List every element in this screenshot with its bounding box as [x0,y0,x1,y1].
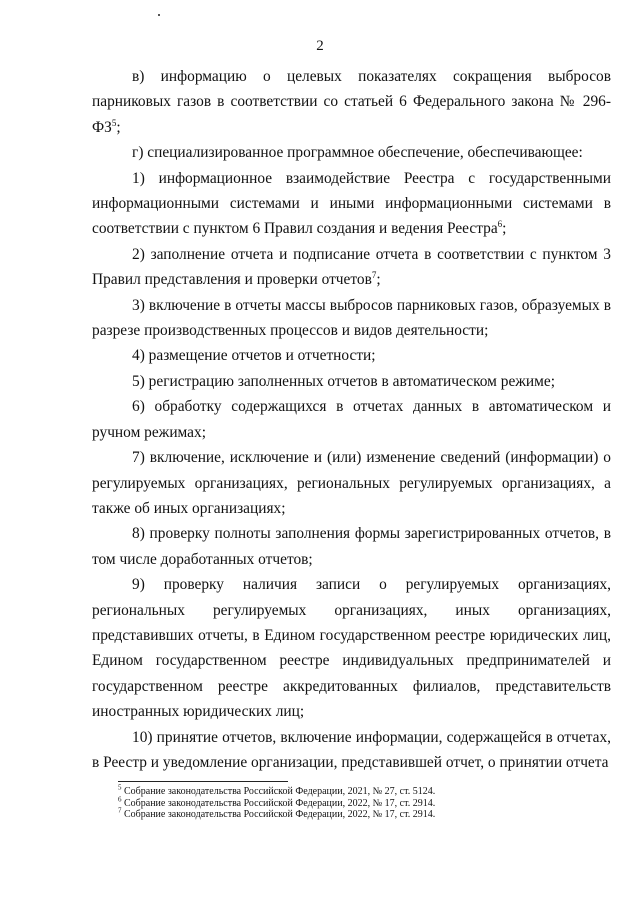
footnote-ref-5: 5 [111,117,117,128]
list-item-7: 7) включение, исключение и (или) изменение сведений (информации) о регулируемых организациях, региональных регулируемых организациях, а также об иных организациях; [92,449,611,517]
list-item-5: 5) регистрацию заполненных отчетов в автоматическом режиме; [132,372,555,390]
list-item-10: 10) принятие отчетов, включение информации, содержащейся в отчетах, в Реестр и уведомление организации, представившей отчет, о принятии отчета [92,728,611,771]
footnote-5: $^5$ Собрание законодательства Российской Федерации, 2021, № 27, ст. 5124. [118,783,436,797]
list-item-4: 4) размещение отчетов и отчетности; [132,347,376,365]
footnote-ref-6: 6 [497,219,503,230]
footnote-separator [118,781,288,782]
footnote-7: $^7$ Собрание законодательства Российской Федерации, 2022, № 17, ст. 2914. [118,806,436,820]
list-item-3: 3) включение в отчеты массы выбросов парниковых газов, образуемых в разрезе производственных процессов и видов деятельности; [92,296,611,340]
list-item-9: 9) проверку наличия записи о регулируемых организациях, региональных регулируемых организациях, иных организациях, представивших отчеты, в Едином государственном реестре юридических лиц, Едином государственном реестре индивидуальных предпринимателей и государственном реестре аккредитованных филиалов, представительств иностранных юридических лиц; [92,576,611,721]
list-item-8: 8) проверку полноты заполнения формы зарегистрированных отчетов, в том числе доработанных отчетов; [92,525,611,568]
paragraph-g: г) специализированное программное обеспечение, обеспечивающее: [132,144,583,162]
footnote-6: $^6$ Собрание законодательства Российской Федерации, 2022, № 17, ст. 2914. [118,795,436,809]
footnotes [118,783,598,821]
scan-speck [158,14,160,16]
page-number: 2 [316,38,324,54]
list-item-2: 2) заполнение отчета и подписание отчета в соответствии с пунктом 3 Правил представления и проверки отчетов$^7$; [92,245,611,289]
list-item-1: 1) информационное взаимодействие Реестра с государственными информационными системами и иными информационными системами в соответствии с пунктом 6 Правил создания и ведения Реестра$^6$; [92,169,611,238]
list-item-6: 6) обработку содержащихся в отчетах данных в автоматическом и ручном режимах; [92,398,611,441]
document-body [92,64,611,775]
footnote-ref-7: 7 [371,270,377,281]
paragraph-v: в) информацию о целевых показателях сокращения выбросов парниковых газов в соответствии со статьей 6 Федерального закона № $296-ФЗ^5$; [92,68,611,136]
